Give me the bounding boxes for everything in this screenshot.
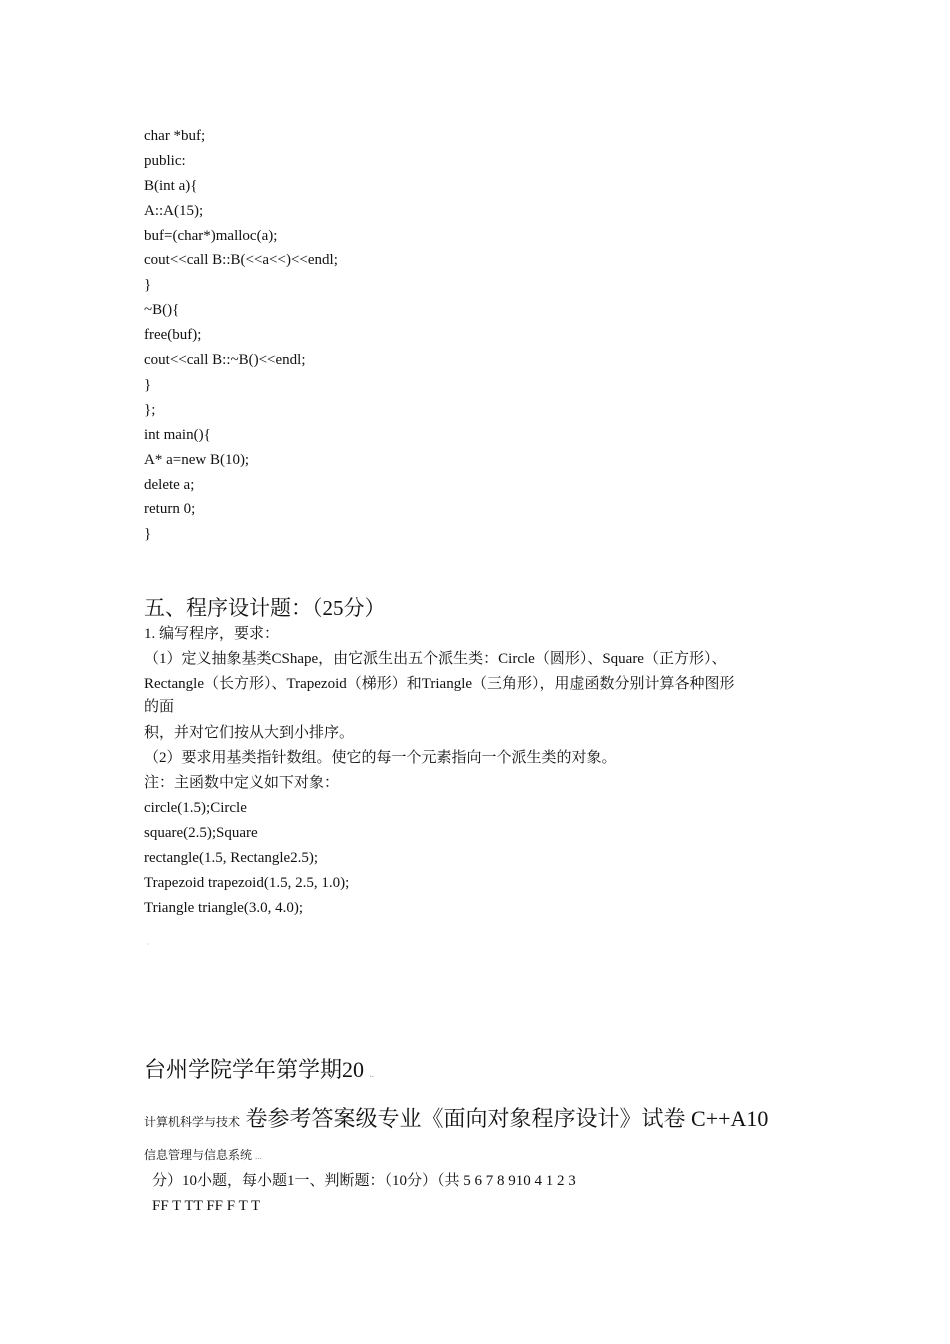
answer-title (144, 1055, 374, 1089)
code-line: buf=(char*)malloc(a); (144, 228, 278, 244)
exam-title: 卷参考答案级专业《面向对象程序设计》试卷 C++A10 (245, 1106, 769, 1131)
question-line: （1）定义抽象基类CShape，由它派生出五个派生类：Circle（圆形）、Square（正方形）、 (144, 651, 727, 667)
question-line: square(2.5);Square (144, 825, 258, 841)
question-line: Trapezoid trapezoid(1.5, 2.5, 1.0); (144, 875, 350, 891)
question-line: 注：主函数中定义如下对象： (144, 775, 340, 791)
question-line: 的面 (144, 699, 175, 715)
code-line: } (144, 526, 152, 542)
judge-answers: FF T TT FF F T T (152, 1198, 261, 1214)
judge-question-header: 分）10小题，每小题1一、判断题：（10分）（共 5 6 7 8 910 4 1 2 3 (152, 1173, 576, 1189)
code-line: return 0; (144, 501, 196, 517)
code-line: delete a; (144, 477, 195, 493)
code-line: cout<<call B::B(<<a<<)<<endl; (144, 252, 338, 268)
code-line: A::A(15); (144, 203, 204, 219)
question-line: circle(1.5);Circle (144, 800, 247, 816)
code-line: B(int a){ (144, 178, 198, 194)
major-name-suffix: ... (255, 1151, 262, 1161)
code-line: A* a=new B(10); (144, 452, 250, 468)
question-line: Rectangle（长方形）、Trapezoid（梯形）和Triangle（三角形），用虚函数分别计算各种图形 (144, 676, 735, 692)
code-line: ~B(){ (144, 302, 180, 318)
section-heading: 五、程序设计题：（25分） (144, 596, 386, 620)
question-line: rectangle(1.5, Rectangle2.5); (144, 850, 319, 866)
question-line: （2）要求用基类指针数组。使它的每一个元素指向一个派生类的对象。 (144, 750, 617, 766)
major-name-text: 信息管理与信息系统 (144, 1148, 253, 1162)
answer-title-suffix: .. (369, 1069, 375, 1079)
code-line: } (144, 377, 152, 393)
code-line: public: (144, 153, 186, 169)
code-line: char *buf; (144, 128, 206, 144)
answer-subtitle (144, 1104, 768, 1137)
code-line: int main(){ (144, 427, 211, 443)
major-label: 计算机科学与技术 (144, 1115, 241, 1129)
question-line: 积，并对它们按从大到小排序。 (144, 725, 355, 741)
code-line: }; (144, 402, 156, 418)
answer-title-text: 台州学院学年第学期20 (144, 1057, 365, 1082)
code-line: free(buf); (144, 327, 202, 343)
question-line: 1. 编写程序，要求： (144, 626, 280, 642)
major-name (144, 1145, 262, 1166)
question-line: Triangle triangle(3.0, 4.0); (144, 900, 304, 916)
stray-mark: · (147, 940, 150, 949)
code-line: } (144, 277, 152, 293)
code-line: cout<<call B::~B()<<endl; (144, 352, 306, 368)
